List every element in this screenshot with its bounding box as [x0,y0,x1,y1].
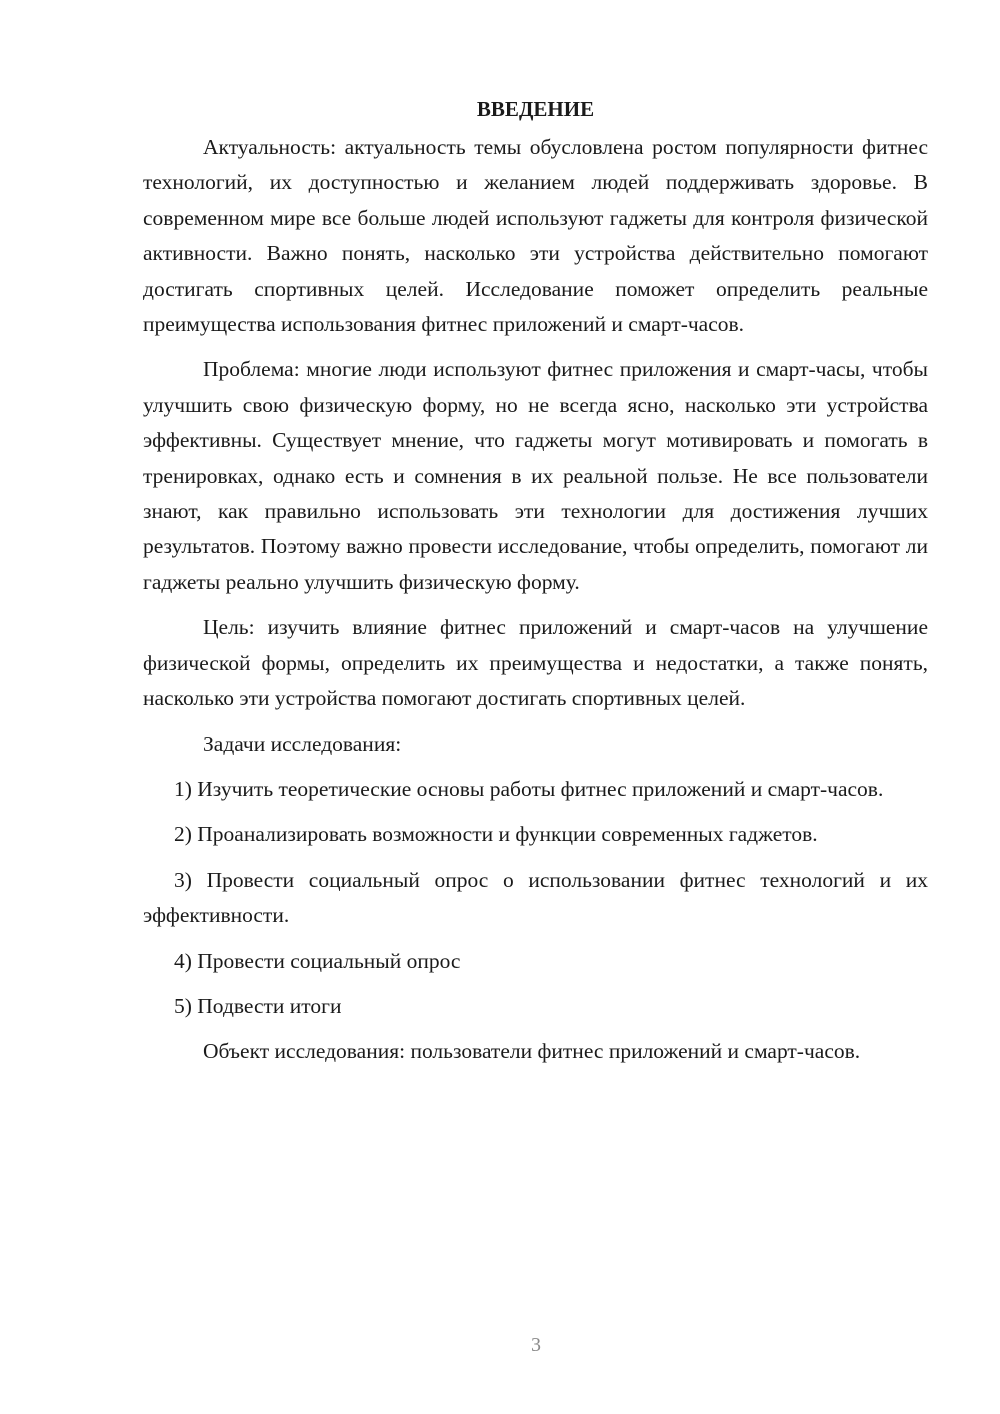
task-item-1: 1) Изучить теоретические основы работы фитнес приложений и смарт-часов. [174,776,884,801]
page-number: 3 [531,1334,541,1356]
object-paragraph: Объект исследования: пользователи фитнес приложений и смарт-часов. [203,1039,861,1064]
relevance-paragraph: Актуальность: актуальность темы обусловлена ростом популярности фитнес технологий, их доступностью и желанием людей поддерживать здоровье. В современном мире все больше людей используют гаджеты для контроля физической активности. Важно понять, насколько эти устройства действительно помогают достигать спортивных целей. Исследование поможет определить реальные преимущества использования фитнес приложений и смарт-часов. [143,135,928,337]
task-item-4: 4) Провести социальный опрос [174,948,461,973]
task-item-5: 5) Подвести итоги [174,993,342,1018]
task-item-3: 3) Провести социальный опрос о использовании фитнес технологий и их эффективности. [143,867,928,928]
section-title: ВВЕДЕНИЕ [476,97,595,121]
document-page [143,92,928,1080]
tasks-heading: Задачи исследования: [203,731,402,756]
task-item-2: 2) Проанализировать возможности и функции современных гаджетов. [174,822,818,847]
problem-paragraph: Проблема: многие люди используют фитнес приложения и смарт-часы, чтобы улучшить свою физическую форму, но не всегда ясно, насколько эти устройства эффективны. Существует мнение, что гаджеты могут мотивировать и помогать в тренировках, однако есть и сомнения в их реальной пользе. Не все пользователи знают, как правильно использовать эти технологии для достижения лучших результатов. Поэтому важно провести исследование, чтобы определить, помогают ли гаджеты реально улучшить физическую форму. [143,357,928,594]
goal-paragraph: Цель: изучить влияние фитнес приложений и смарт-часов на улучшение физической формы, определить их преимущества и недостатки, а также понять, насколько эти устройства помогают достигать спортивных целей. [143,615,928,711]
